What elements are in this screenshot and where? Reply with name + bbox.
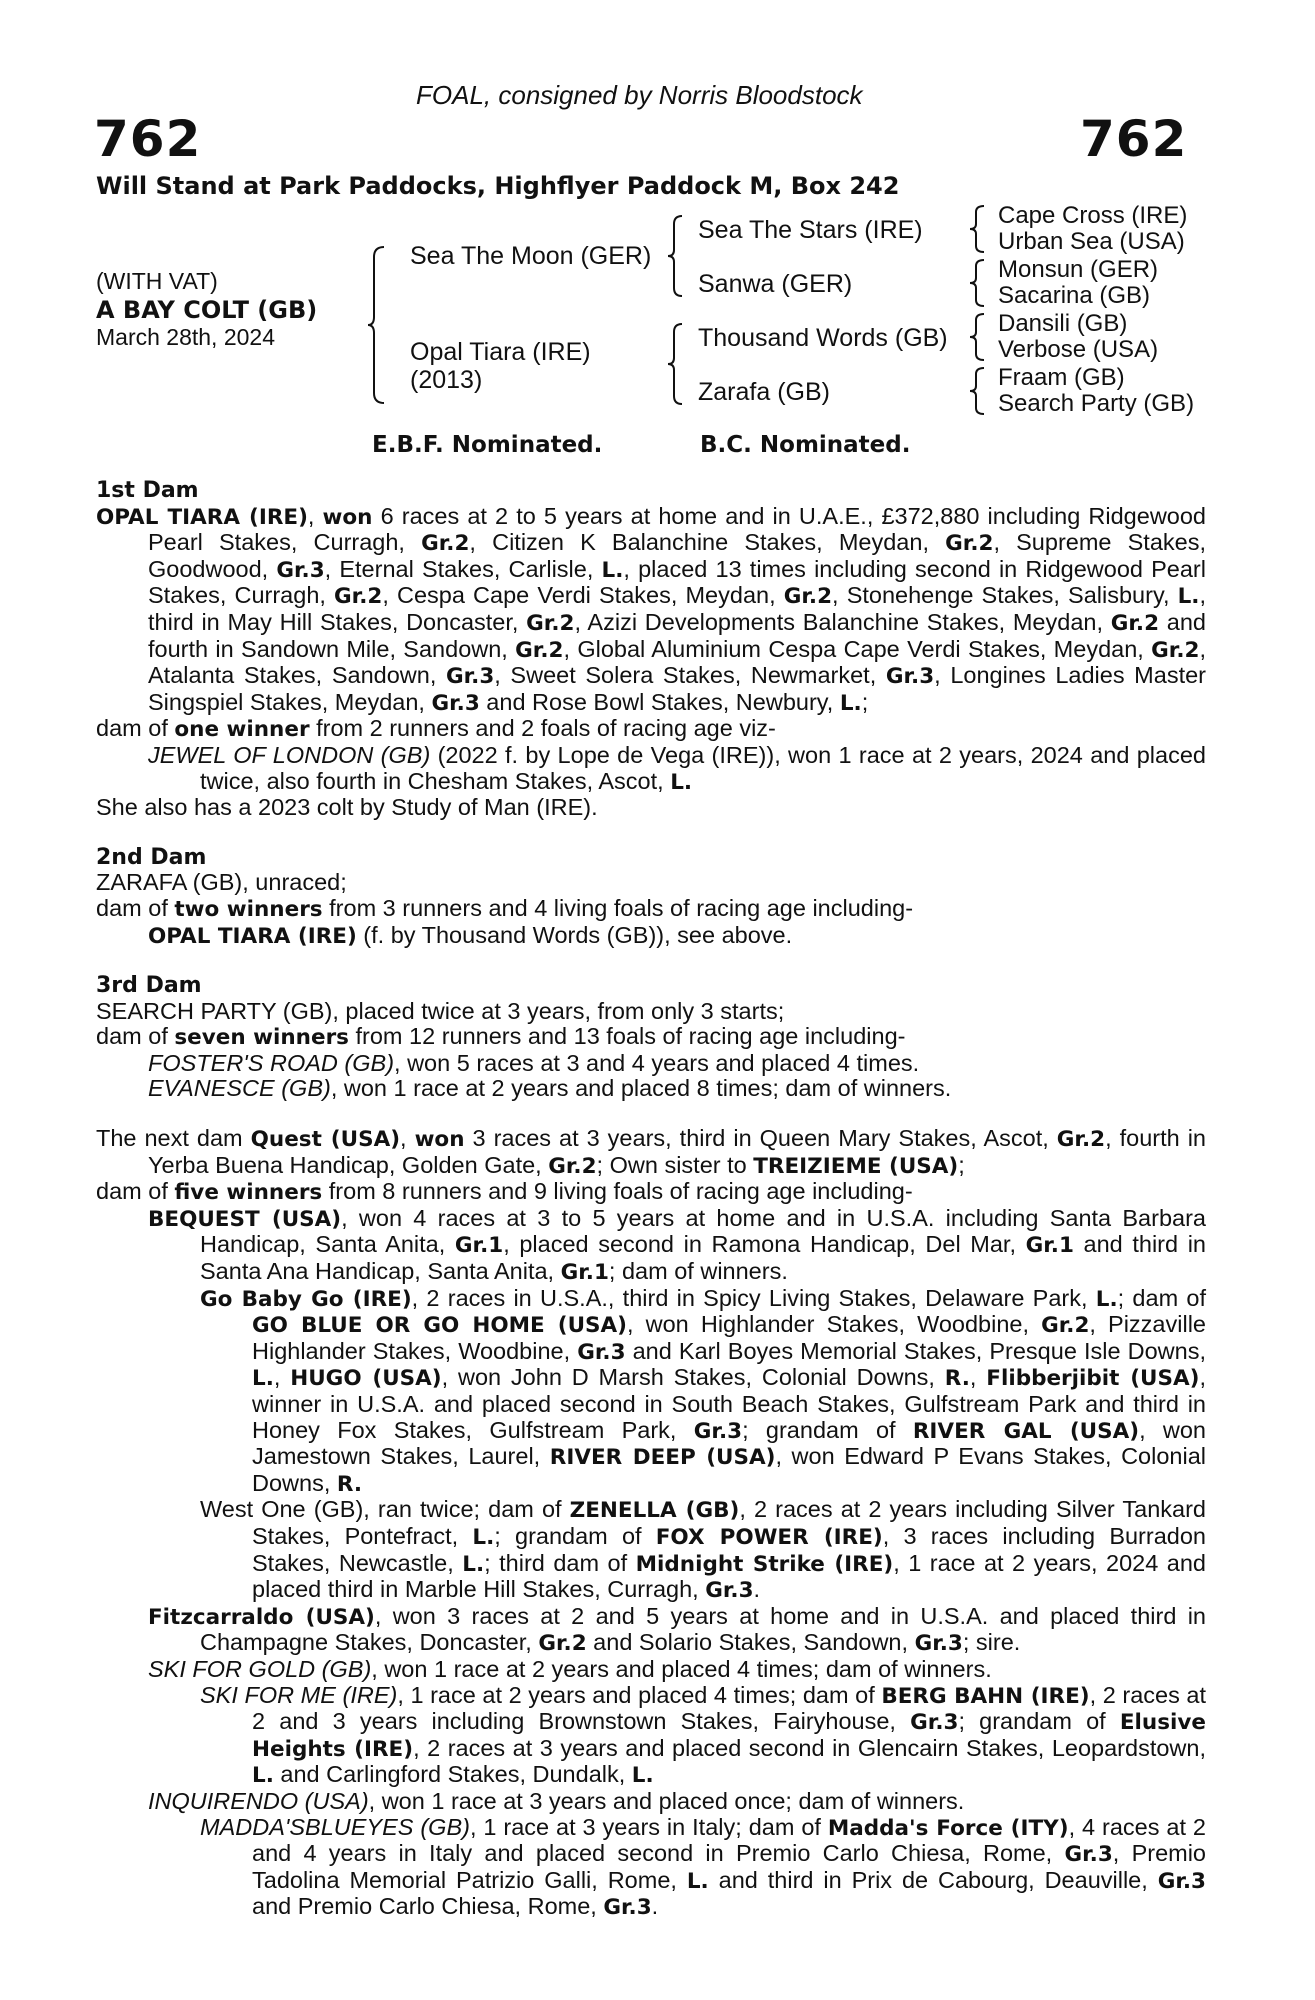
text-run: , Pizzaville Highlander Stakes, Woodbine, — [252, 1311, 1206, 1364]
text-run: and fourth in Sandown Mile, Sandown, — [148, 608, 1206, 662]
ancestor-5: Dansili (GB) — [998, 310, 1128, 337]
text-run: from 3 runners and 4 living foals of racing age including- — [322, 894, 914, 921]
pedigree-brace-g1 — [968, 204, 988, 254]
next-dam-produce-3a — [96, 1683, 1206, 1789]
text-run: , 2 races at 2 and 3 years including Brownstown Stakes, Fairyhouse, — [252, 1681, 1207, 1735]
text-run: ; grandam of — [958, 1708, 1120, 1735]
text-run: ; dam of winners. — [608, 1258, 788, 1285]
bold-text: Gr.3 — [1064, 1842, 1113, 1868]
bold-text: L. — [1177, 584, 1200, 610]
bold-text: Gr.2 — [1110, 610, 1160, 636]
bold-text: Quest (USA) — [250, 1127, 401, 1153]
bold-text: Fitzcarraldo (USA) — [148, 1604, 375, 1630]
text-run: and Rose Bowl Stakes, Newbury, — [479, 688, 840, 715]
text-run: , Supreme Stakes, Goodwood, — [148, 529, 1207, 582]
bold-text: Gr.3 — [914, 1631, 963, 1657]
text-run: , Citizen K Balanchine Stakes, Meydan, — [469, 529, 946, 556]
bold-text: Gr.3 — [445, 664, 495, 690]
bold-text: L. — [670, 769, 693, 795]
bold-text: R. — [336, 1471, 363, 1497]
stand-location: Will Stand at Park Paddocks, Highflyer Paddock M, Box 242 — [96, 172, 900, 200]
bold-text: Gr.3 — [276, 557, 325, 583]
bold-text: L. — [601, 557, 624, 583]
text-run: dam of — [96, 715, 175, 742]
ancestor-7: Fraam (GB) — [998, 364, 1125, 391]
dam-year: (2013) — [410, 366, 483, 394]
bold-text: Midnight Strike (IRE) — [635, 1551, 894, 1577]
bold-text: L. — [839, 690, 862, 716]
text-run: (f. by Thousand Words (GB)), see above. — [356, 921, 793, 948]
next-dam-produce-3 — [96, 1657, 1206, 1683]
text-run: ; dam of — [1117, 1284, 1206, 1311]
text-run: from 2 runners and 2 foals of racing age viz- — [309, 715, 776, 742]
bold-text: RIVER GAL (USA) — [912, 1418, 1140, 1444]
bold-text: Gr.2 — [538, 1631, 587, 1657]
text-run: and Solario Stakes, Sandown, — [586, 1629, 915, 1656]
text-run: , won 5 races at 3 and 4 years and placed 4 times. — [394, 1049, 920, 1076]
text-run: dam of — [96, 894, 175, 921]
text-run: , third in May Hill Stakes, Doncaster, — [148, 582, 1206, 635]
text-run: , 1 race at 3 years in Italy; dam of — [469, 1813, 828, 1840]
third-dam-produce-1 — [96, 1051, 1206, 1077]
ebf-nomination: E.B.F. Nominated. — [372, 432, 603, 458]
text-run: , Global Aluminium Cespa Cape Verdi Stakes, Meydan, — [563, 635, 1152, 662]
pedigree-brace-g3 — [968, 312, 988, 362]
italic-text: EVANESCE (GB) — [148, 1075, 331, 1102]
text-run: , 2 races at 2 years including Silver Tankard Stakes, Pontefract, — [252, 1496, 1206, 1549]
text-run: She also has a 2023 colt by Study of Man (IRE). — [96, 794, 598, 821]
text-run: , 4 races at 2 and 4 years in Italy and placed second in Premio Carlo Chiesa, Rome, — [252, 1813, 1206, 1867]
text-run: , won 1 race at 3 years and placed once; dam of winners. — [368, 1787, 965, 1814]
text-run: ; grandam of — [494, 1522, 656, 1549]
text-run: , won 1 race at 2 years and placed 8 times; dam of winners. — [330, 1075, 952, 1102]
bold-text: Gr.2 — [334, 584, 383, 610]
bold-text: L. — [462, 1551, 485, 1577]
bc-nomination: B.C. Nominated. — [700, 432, 911, 458]
next-dam-produce-4a — [96, 1815, 1206, 1921]
lot-number-left: 762 — [94, 110, 202, 168]
bold-text: Gr.2 — [548, 1153, 597, 1179]
third-dam-produce-2 — [96, 1076, 1206, 1102]
text-run: dam of — [96, 1178, 175, 1205]
bold-text: Gr.2 — [515, 637, 564, 663]
text-run: , 2 races in U.S.A., third in Spicy Living Stakes, Delaware Park, — [411, 1284, 1096, 1311]
bold-text: TREIZIEME (USA) — [753, 1153, 959, 1179]
second-dam-produce-summary — [96, 896, 1206, 923]
text-run: , Atalanta Stakes, Sandown, — [148, 635, 1206, 689]
bold-text: L. — [252, 1763, 274, 1789]
bold-text: R. — [944, 1366, 970, 1392]
bold-text: Gr.2 — [945, 531, 994, 557]
bold-text: Flibberjibit (USA) — [986, 1366, 1200, 1392]
bold-text: BEQUEST (USA) — [148, 1206, 342, 1232]
text-run: , 1 race at 2 years, 2024 and placed third in Marble Hill Stakes, Curragh, — [252, 1549, 1207, 1603]
bold-text: seven winners — [174, 1025, 349, 1051]
next-dam-produce-1 — [96, 1206, 1206, 1286]
text-run: , 3 races including Burradon Stakes, Newcastle, — [252, 1522, 1206, 1576]
bold-text: Gr.3 — [693, 1418, 743, 1444]
ancestor-6: Verbose (USA) — [998, 336, 1159, 363]
ancestor-2: Urban Sea (USA) — [998, 228, 1185, 255]
bold-text: Gr.2 — [1151, 637, 1200, 663]
bold-text: L. — [252, 1366, 274, 1392]
text-run: ; Own sister to — [596, 1151, 754, 1178]
next-dam-produce-1a — [96, 1286, 1206, 1498]
text-run: dam of — [96, 1023, 175, 1050]
bold-text: five winners — [174, 1180, 323, 1206]
text-run: , Eternal Stakes, Carlisle, — [324, 555, 602, 582]
text-run: , 2 races at 3 years and placed second in Glencairn Stakes, Leopardstown, — [413, 1734, 1206, 1761]
bold-text: Gr.3 — [910, 1710, 959, 1736]
third-dam-record — [96, 999, 1206, 1025]
bold-text: Gr.1 — [454, 1233, 504, 1259]
text-run: 6 races at 2 to 5 years at home and in U.A.E., £372,880 including Ridgewood Pearl Stakes, Curragh, — [148, 502, 1207, 556]
ancestor-8: Search Party (GB) — [998, 390, 1195, 417]
bold-text: two winners — [174, 896, 323, 922]
bold-text: Gr.3 — [1157, 1868, 1207, 1894]
bold-text: Gr.3 — [885, 664, 935, 690]
bold-text: Gr.1 — [560, 1260, 609, 1286]
text-run: , winner in U.S.A. and placed second in South Beach Stakes, Gulfstream Park and third in Honey Fox Stakes, Gulfstream Park, — [252, 1364, 1206, 1443]
bold-text: Gr.3 — [577, 1339, 626, 1365]
text-run: and Carlingford Stakes, Dundalk, — [273, 1761, 632, 1788]
sire-name: Sea The Moon (GER) — [410, 242, 652, 270]
next-dam-produce-4 — [96, 1789, 1206, 1815]
grandsire-paternal: Sea The Stars (IRE) — [698, 216, 923, 244]
bold-text: HUGO (USA) — [290, 1366, 442, 1392]
text-run: , Azizi Developments Balanchine Stakes, Meydan, — [574, 608, 1111, 635]
text-run: ; sire. — [962, 1629, 1021, 1656]
next-dam-produce-summary — [96, 1179, 1206, 1206]
text-run: , placed second in Ramona Handicap, Del Mar, — [503, 1231, 1026, 1258]
text-run: ; — [958, 1151, 965, 1178]
second-dam-record — [96, 870, 1206, 896]
pedigree-brace-g2 — [968, 258, 988, 308]
italic-text: INQUIRENDO (USA) — [148, 1787, 369, 1814]
bold-text: Gr.3 — [431, 690, 480, 716]
bold-text: Gr.3 — [705, 1578, 754, 1604]
text-run: ; — [861, 688, 869, 715]
third-dam-produce-summary — [96, 1024, 1206, 1051]
text-run: , Premio Tadolina Memorial Patrizio Galli, Rome, — [252, 1840, 1207, 1893]
text-run: , won Highlander Stakes, Woodbine, — [627, 1311, 1042, 1338]
italic-text: MADDA'SBLUEYES (GB) — [200, 1813, 470, 1840]
bold-text: L. — [472, 1524, 495, 1550]
text-run: , 1 race at 2 years and placed 4 times; dam of — [397, 1681, 882, 1708]
bold-text: OPAL TIARA (IRE) — [96, 504, 308, 530]
next-dam-produce-2 — [96, 1604, 1206, 1657]
text-run: , won 3 races at 2 and 5 years at home and in U.S.A. and placed third in Champagne Stakes, Doncaster, — [200, 1602, 1206, 1656]
text-run: , — [400, 1125, 415, 1152]
catalogue-body — [96, 478, 1206, 1921]
text-run: , Sweet Solera Stakes, Newmarket, — [494, 662, 886, 689]
text-run: from 12 runners and 13 foals of racing age including- — [348, 1023, 906, 1050]
text-run: and third in Santa Ana Handicap, Santa Anita, — [200, 1231, 1206, 1285]
bold-text: won — [322, 504, 373, 530]
italic-text: SKI FOR ME (IRE) — [200, 1681, 398, 1708]
ancestor-1: Cape Cross (IRE) — [998, 202, 1188, 229]
pedigree-brace-main — [366, 245, 390, 405]
vat-note: (WITH VAT) — [96, 268, 218, 294]
bold-text: ZENELLA (GB) — [569, 1498, 740, 1524]
bold-text: L. — [631, 1763, 654, 1789]
bold-text: Gr.2 — [526, 610, 575, 636]
consignor-line: FOAL, consigned by Norris Bloodstock — [416, 80, 863, 110]
text-run: , Stonehenge Stakes, Salisbury, — [832, 582, 1178, 609]
second-dam-produce-1 — [96, 923, 1206, 950]
text-run: The next dam — [96, 1125, 251, 1152]
granddam-paternal: Sanwa (GER) — [698, 270, 853, 298]
bold-text: Elusive Heights (IRE) — [252, 1710, 1206, 1762]
text-run: , — [307, 502, 323, 529]
text-run: , won Edward P Evans Stakes, Colonial Downs, — [252, 1443, 1206, 1496]
ancestor-3: Monsun (GER) — [998, 256, 1159, 283]
text-run: ; grandam of — [742, 1416, 913, 1443]
first-dam-produce-summary — [96, 716, 1206, 743]
italic-text: SKI FOR GOLD (GB) — [148, 1655, 372, 1682]
text-run: (2022 f. by Lope de Vega (IRE)), won 1 race at 2 years, 2024 and placed twice, also fourth in Chesham Stakes, Ascot, — [200, 741, 1206, 794]
section-title-3rd-dam: 3rd Dam — [96, 973, 202, 999]
section-title-2nd-dam: 2nd Dam — [96, 844, 207, 870]
dam-name: Opal Tiara (IRE) — [410, 338, 591, 366]
pedigree-brace-sire — [666, 214, 686, 298]
text-run: 3 races at 3 years, third in Queen Mary Stakes, Ascot, — [464, 1125, 1057, 1152]
text-run: , placed 13 times including second in Ridgewood Pearl Stakes, Curragh, — [148, 555, 1206, 609]
bold-text: OPAL TIARA (IRE) — [148, 923, 357, 949]
text-run: West One (GB), ran twice; dam of — [200, 1496, 570, 1523]
text-run: . — [651, 1893, 659, 1920]
section-title-1st-dam: 1st Dam — [96, 478, 199, 503]
text-run: SEARCH PARTY (GB), placed twice at 3 years, from only 3 starts; — [96, 997, 785, 1024]
foal-name: A BAY COLT (GB) — [96, 296, 318, 324]
first-dam-produce-1 — [96, 743, 1206, 795]
text-run: . — [753, 1576, 761, 1603]
ancestor-4: Sacarina (GB) — [998, 282, 1151, 309]
granddam-maternal: Zarafa (GB) — [698, 378, 830, 406]
pedigree-brace-g4 — [968, 366, 988, 416]
bold-text: RIVER DEEP (USA) — [549, 1445, 776, 1471]
text-run: , won John D Marsh Stakes, Colonial Downs, — [441, 1364, 945, 1391]
italic-text: JEWEL OF LONDON (GB) — [148, 741, 431, 768]
bold-text: L. — [686, 1868, 709, 1894]
bold-text: GO BLUE OR GO HOME (USA) — [252, 1313, 628, 1339]
text-run: , won 4 races at 3 to 5 years at home and in U.S.A. including Santa Barbara Handicap, Santa Anita, — [200, 1204, 1206, 1258]
bold-text: won — [414, 1127, 465, 1153]
bold-text: Gr.3 — [603, 1895, 652, 1921]
bold-text: Madda's Force (ITY) — [827, 1815, 1069, 1841]
text-run: and Karl Boyes Memorial Stakes, Presque Isle Downs, — [625, 1337, 1206, 1364]
grandsire-maternal: Thousand Words (GB) — [698, 324, 948, 352]
text-run: , Longines Ladies Master Singspiel Stakes, Meydan, — [148, 662, 1206, 715]
bold-text: Go Baby Go (IRE) — [200, 1286, 412, 1312]
first-dam-record — [96, 504, 1206, 717]
bold-text: Gr.1 — [1025, 1233, 1074, 1259]
bold-text: Gr.2 — [1056, 1127, 1106, 1153]
text-run: , Cespa Cape Verdi Stakes, Meydan, — [382, 582, 784, 609]
text-run: , won 1 race at 2 years and placed 4 times; dam of winners. — [371, 1655, 992, 1682]
first-dam-note — [96, 795, 1206, 821]
bold-text: L. — [1095, 1286, 1118, 1312]
bold-text: one winner — [174, 717, 310, 743]
bold-text: FOX POWER (IRE) — [655, 1524, 883, 1550]
next-dam-record — [96, 1126, 1206, 1179]
lot-number-right: 762 — [1080, 110, 1188, 168]
bold-text: BERG BAHN (IRE) — [881, 1683, 1090, 1709]
text-run: , won Jamestown Stakes, Laurel, — [252, 1416, 1207, 1470]
bold-text: Gr.2 — [421, 531, 470, 557]
text-run: , — [969, 1364, 987, 1391]
italic-text: FOSTER'S ROAD (GB) — [148, 1049, 395, 1076]
text-run: , — [273, 1364, 291, 1391]
pedigree-brace-dam — [666, 322, 686, 406]
text-run: and third in Prix de Cabourg, Deauville, — [708, 1866, 1158, 1893]
text-run: ZARAFA (GB), unraced; — [96, 869, 347, 896]
bold-text: Gr.2 — [1041, 1313, 1090, 1339]
next-dam-produce-1b — [96, 1497, 1206, 1603]
bold-text: Gr.2 — [783, 584, 833, 610]
text-run: and Premio Carlo Chiesa, Rome, — [252, 1893, 604, 1920]
text-run: , fourth in Yerba Buena Handicap, Golden Gate, — [148, 1125, 1206, 1178]
text-run: from 8 runners and 9 living foals of racing age including- — [322, 1178, 913, 1205]
foal-dob: March 28th, 2024 — [96, 324, 276, 350]
text-run: ; third dam of — [484, 1549, 636, 1576]
